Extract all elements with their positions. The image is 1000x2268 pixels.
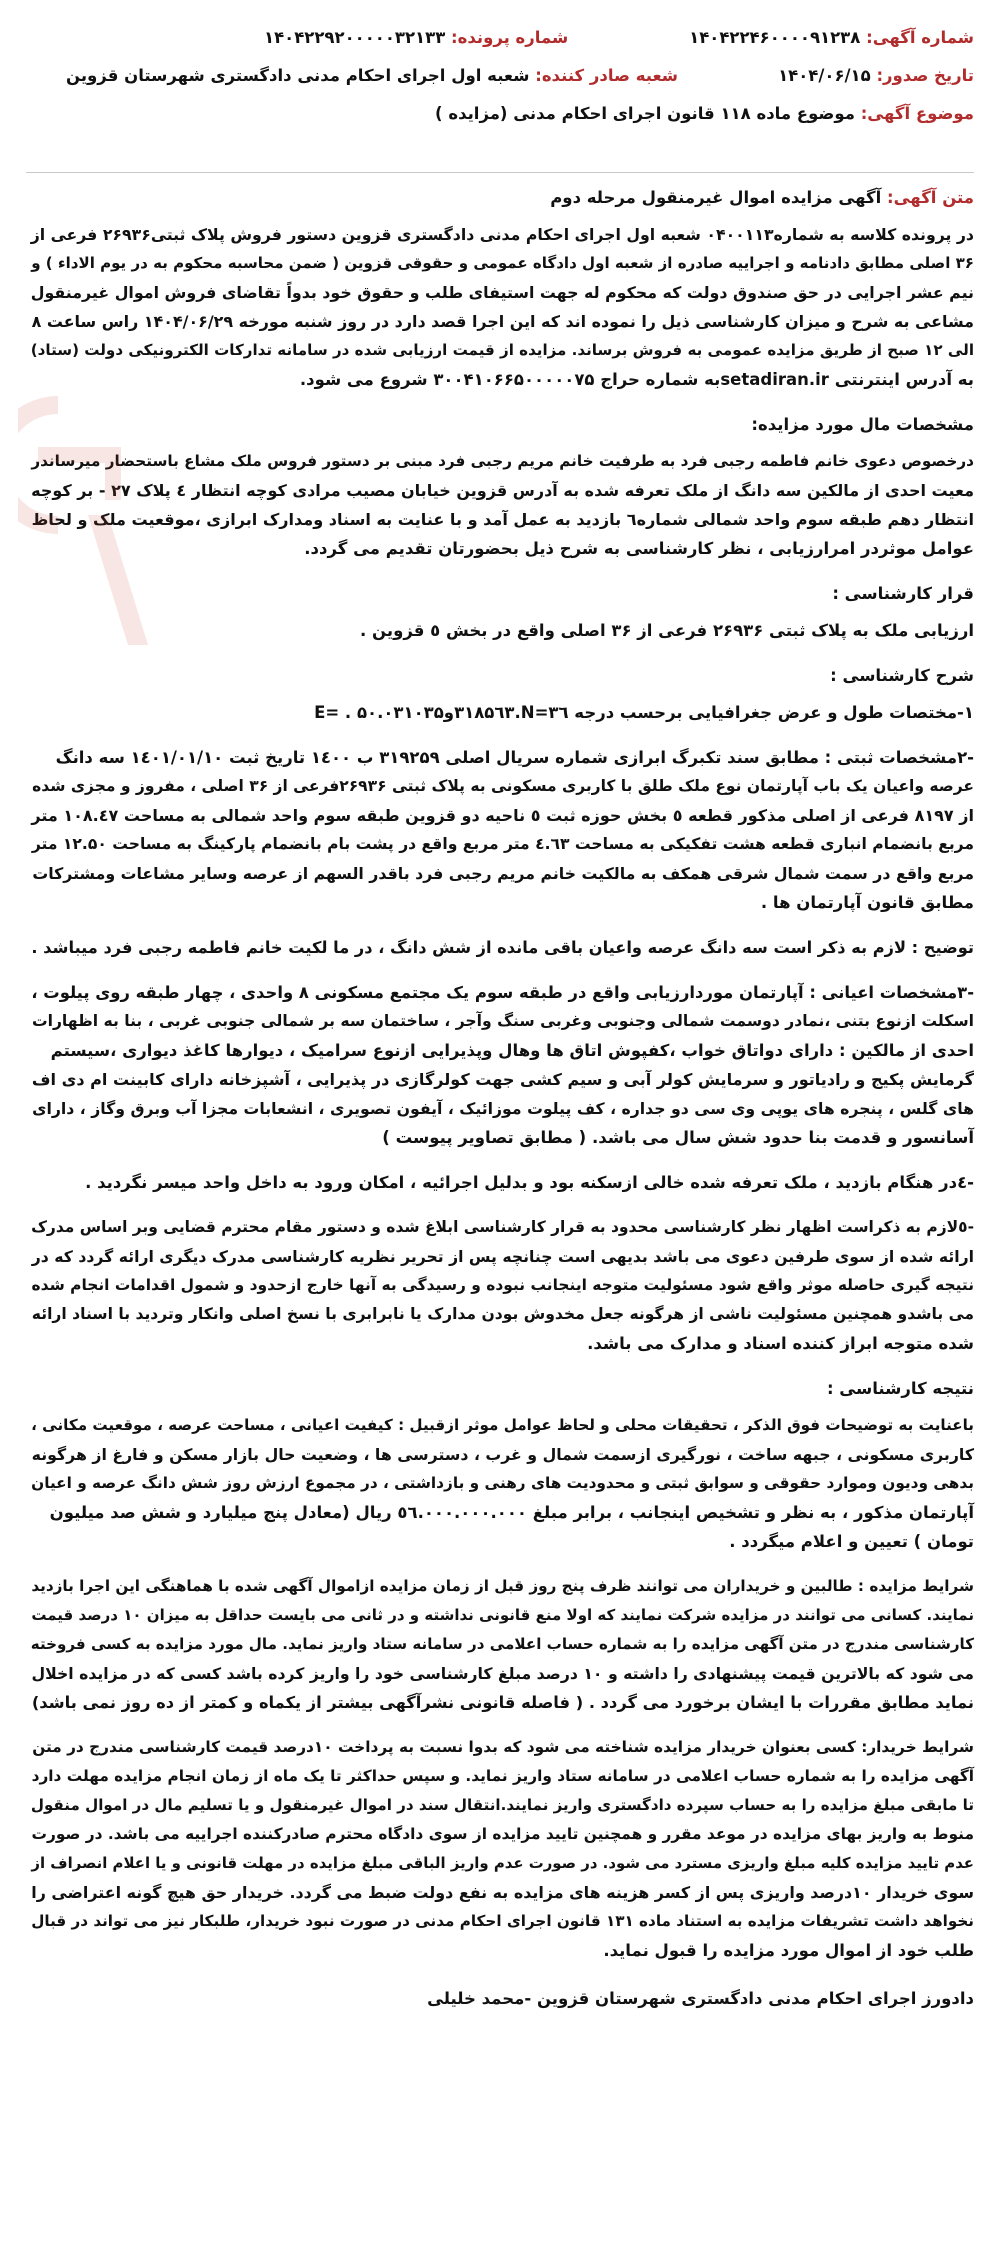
case-number: ۱۴۰۴۲۲۹۲۰۰۰۰۰۳۲۱۳۳ xyxy=(264,28,446,47)
visit-note: -٤در هنگام بازدید ، ملک تعرفه شده خالی ازسکنه بود و بدلیل اجرائیه ، امکان ورود به داخل واحد میسر نگردید . xyxy=(85,1173,974,1192)
expert-section-title: شرح کارشناسی : xyxy=(830,666,974,685)
buyer-conditions-paragraph: شرایط خریدار: کسی بعنوان خریدار مزایده شناخته می شود که بدوا نسبت به پرداخت ۱۰درصد قیمت کارشناسی مندرج در متن آگهی مزایده را به شماره حساب اعلامی در سامانه ستاد واریز نماید. و سپس حداکثر تا یک ماه از زمان انجام مزایده مهلت دارد تا مابقی مبلغ مزایده را به حساب سپرده دادگستری واریز نمایند.انتقال سند در اموال غیرمنقول و یا تسلیم مال در اموال منقول منوط به واریز بهای مزایده در موعد مقرر و همچنین تایید مزایده از سوی دادگاه محترم صادرکننده اجراییه می باشد. در صورت عدم تایید مزایده کلیه مبلغ واریزی مسترد می شود. در صورت عدم واریز الباقی مبلغ مزایده در مهلت قانونی و یا اعلام انصراف از سوی خریدار ۱۰درصد واریزی پس از کسر هزینه های مزایده به نفع دولت ضبط می گردد. خریدار حق هیچ گونه اعتراضی را نخواهد داشت تشریفات مزایده به استناد ماده ۱۳۱ قانون اجرای احکام مدنی در صورت نبود خریدار، طلبکار نیز می تواند در قبال طلب خود از اموال مورد مزایده را قبول نماید. xyxy=(30,1738,974,1960)
intro-paragraph: در پرونده کلاسه به شماره۰۴۰۰۱۱۳ شعبه اول اجرای احکام مدنی دادگستری قزوین دستور فروش پلاک ثبتی۲۶۹۳۶ فرعی از ۳۶ اصلی مطابق دادنامه و اجراییه صادره از شعبه اول دادگاه عمومی و حقوقی قزوین ( ضمن محاسبه محکوم به در یوم الاداء ) و نیم عشر اجرایی در حق صندوق دولت که محکوم له جهت استیفای طلب و حقوق خود بدواً تقاضای فروش اموال غیرمنقول مشاعی به شرح و میزان کارشناسی ذیل را نموده اند که این اجرا قصد دارد در روز شنبه مورخه ۱۴۰۴/۰۶/۲۹ راس ساعت ۸ الی ۱۲ صبح از طریق مزایده عمومی به فروش برساند. مزایده از قیمت ارزیابی شده در سامانه تدارکات الکترونیکی دولت (ستاد) به آدرس اینترنتی setadiran.irبه شماره حراج ۳۰۰۴۱۰۶۶۵۰۰۰۰۰۷۵ شروع می شود. xyxy=(30,225,974,389)
building-paragraph: -۳مشخصات اعیانی : آپارتمان موردارزیابی واقع در طبقه سوم یک مجتمع مسکونی ۸ واحدی ، چهار طبقه روی پیلوت ، اسکلت ازنوع بتنی ،نمادر دوسمت شمالی وجنوبی وغربی سنگ وآجر ، ساختمان سه بر شمالی جنوبی غربی ، بنا به اظهارات احدی از مالکین : دارای دواتاق خواب ،کفپوش اتاق ها وهال وپذیرایی ازنوع سرامیک ، دیوارها کاغذ دیواری ،سیستم گرمایش پکیج و رادیاتور و سرمایش کولر آبی و سیم کشی جهت کولرگازی در پذیرایی ، آشپزخانه دارای کابینت ام دی اف های گلس ، پنجره های یوپی وی سی دو جداره ، کف پیلوت موزائیک ، آیفون تصویری ، انشعابات مجزا آب وبرق وگاز ، دارای آسانسور و قدمت بنا حدود شش سال می باشد. ( مطابق تصاویر پیوست ) xyxy=(31,983,974,1147)
clause-5-paragraph: -٥لازم به ذکراست اظهار نظر کارشناسی محدود به قرار کارشناسی ابلاغ شده و دستور مقام محترم قضایی وبر اساس مدرک ارائه شده از سوی طرفین دعوی می باشد بدیهی است چنانچه پس از تحریر نظریه کارشناسی مدرک دیگری ارائه گردد که در نتیجه گیری حاصله موثر واقع شود مسئولیت متوجه اینجانب نبوده و رسیدگی به آنها خارج ازحدود و شمول اقدامات انجام شده می باشدو همچنین مسئولیت ناشی از هرگونه جعل مخدوش بودن مدارک یا نابرابری با نسخ اصلی وانکار وتردید با اسناد ارائه شده متوجه ابراز کننده اسناد و مدارک می باشد. xyxy=(31,1218,974,1353)
issue-date: ۱۴۰۴/۰۶/۱۵ xyxy=(778,66,871,85)
ownership-note: توضیح : لازم به ذکر است سه دانگ عرصه واعیان باقی مانده از شش دانگ ، در ما لکیت خانم فاطمه رجبی فرد میباشد . xyxy=(31,938,974,957)
result-paragraph: باعنایت به توضیحات فوق الذکر ، تحقیقات محلی و لحاظ عوامل موثر ازقبیل : کیفیت اعیانی ، مساحت عرصه ، موقعیت مکانی ، کاربری مسکونی ، جبهه ساخت ، نورگیری ازسمت شمال و غرب ، دسترسی ها ، وضعیت حال بازار مسکن و فارغ از هرگونه بدهی ودیون وموارد حقوقی و سوابق ثبتی و محدودیت های رهنی و بازداشتی ، در مجموع ارزش روز شش دانگ عرصه و اعیان آپارتمان مذکور ، به نظر و تشخیص اینجانب ، برابر مبلغ ٥٦.۰۰۰.۰۰۰.۰۰۰ ریال (معادل پنج میلیارد و شش صد میلیون تومان ) تعیین و اعلام میگردد . xyxy=(31,1416,974,1551)
auction-conditions-paragraph: شرایط مزایده : طالبین و خریداران می توانند ظرف پنج روز قبل از زمان مزایده ازاموال آگهی شده با هماهنگی این اجرا بازدید نمایند. کسانی می توانند در مزایده شرکت نمایند که اولا منع قانونی نداشته و در ثانی می بایست حداقل به میزان ۱۰ درصد قیمت کارشناسی مندرج در متن آگهی مزایده را به شماره حساب اعلامی در سامانه ستاد واریز نماید. مال مورد مزایده به کسی فروخته می شود که بالاترین قیمت پیشنهادی را داشته و ۱۰ درصد مبلغ کارشناسی خود را واریز کرده باشد کسی که در مزایده اخلال نماید مطابق مقررات با ایشان برخورد می گردد . ( فاصله قانونی نشرآگهی بیشتر از یکماه و کمتر از ده روز نمی باشد) xyxy=(30,1577,974,1712)
subject-field: موضوع آگهی: موضوع ماده ۱۱۸ قانون اجرای احکام مدنی (مزایده ) xyxy=(435,104,974,123)
property-section-title: مشخصات مال مورد مزایده: xyxy=(751,415,974,434)
issuing-branch-field: شعبه صادر کننده: شعبه اول اجرای احکام مدنی دادگستری شهرستان قزوین xyxy=(66,66,679,85)
case-number-field: شماره پرونده: ۱۴۰۴۲۲۹۲۰۰۰۰۰۳۲۱۳۳ xyxy=(264,28,569,47)
notice-number-field: شماره آگهی: ۱۴۰۴۲۲۴۶۰۰۰۰۹۱۲۳۸ xyxy=(689,28,974,47)
subject: موضوع ماده ۱۱۸ قانون اجرای احکام مدنی (مزایده ) xyxy=(435,104,855,123)
notice-number: ۱۴۰۴۲۲۴۶۰۰۰۰۹۱۲۳۸ xyxy=(689,28,861,47)
notice-header xyxy=(26,28,974,158)
signature-line: دادورز اجرای احکام مدنی دادگستری شهرستان قزوین -محمد خلیلی xyxy=(427,1989,974,2008)
decision-text: ارزیابی ملک به پلاک ثبتی ۲۶۹۳۶ فرعی از ۳۶ اصلی واقع در بخش ٥ قزوین . xyxy=(360,621,974,640)
decision-section-title: قرار کارشناسی : xyxy=(832,584,974,603)
watermark-logo-icon xyxy=(18,395,168,655)
notice-text-title: متن آگهی: آگهی مزایده اموال غیرمنقول مرحله دوم xyxy=(550,188,974,207)
coordinates-line: ۱-مختصات طول و عرض جغرافیایی برحسب درجه N=۳٦.۳۱۸۵٦۳و۵۰.۰۳۱۰۳۵ . =E xyxy=(314,703,974,722)
result-section-title: نتیجه کارشناسی : xyxy=(826,1379,974,1398)
registry-paragraph: -۲مشخصات ثبتی : مطابق سند تکبرگ ابرازی شماره سریال اصلی ۳۱۹۲۵۹ ب ۱٤۰۰ تاریخ ثبت ۱٤۰۱/۰۱/۱۰ سه دانگ عرصه واعیان یک باب آپارتمان نوع ملک طلق با کاربری مسکونی به پلاک ثبتی ۲۶۹۳۶فرعی از ۳۶ اصلی ، مفروز و مجزی شده از ۸۱۹۷ فرعی از اصلی مذکور قطعه ٥ بخش حوزه ثبت ٥ ناحیه دو قزوین طبقه سوم واحد شمالی به مساحت ۱۰۸.٤۷ متر مربع بانضمام انباری قطعه هشت تفکیکی به مساحت ٤.٦۳ متر مربع واقع در پشت بام بانضمام پارکینگ به مساحت ۱۲.۵۰ متر مربع واقع در سمت شمال شرقی همکف به مالکیت خانم مریم رجبی فرد باقدر السهم از عرصه وسایر مشاعات ومشترکات مطابق قانون آپارتمان ها . xyxy=(31,748,974,912)
property-paragraph: درخصوص دعوی خانم فاطمه رجبی فرد به طرفیت خانم مریم رجبی فرد مبنی بر دستور فروس ملک مشاع باستحضار میرساندر معیت احدی از مالکین سه دانگ از ملک تعرفه شده به آدرس قزوین خیابان مصیب مرادی کوچه انتظار ٤ پلاک ۲۷ - بر کوچه انتظار دهم طبقه سوم واحد شمالی شماره٦ بازدید به عمل آمد و با عنایت به اسناد ومدارک ابرازی ،موقعیت ملک و لحاظ عوامل موثردر امرارزیابی ، نظر کارشناسی به شرح ذیل بحضورتان تقدیم می گردد. xyxy=(31,452,974,558)
header-divider xyxy=(26,172,974,173)
issue-date-field: تاریخ صدور: ۱۴۰۴/۰۶/۱۵ xyxy=(778,66,974,85)
issuing-branch: شعبه اول اجرای احکام مدنی دادگستری شهرستان قزوین xyxy=(66,66,530,85)
